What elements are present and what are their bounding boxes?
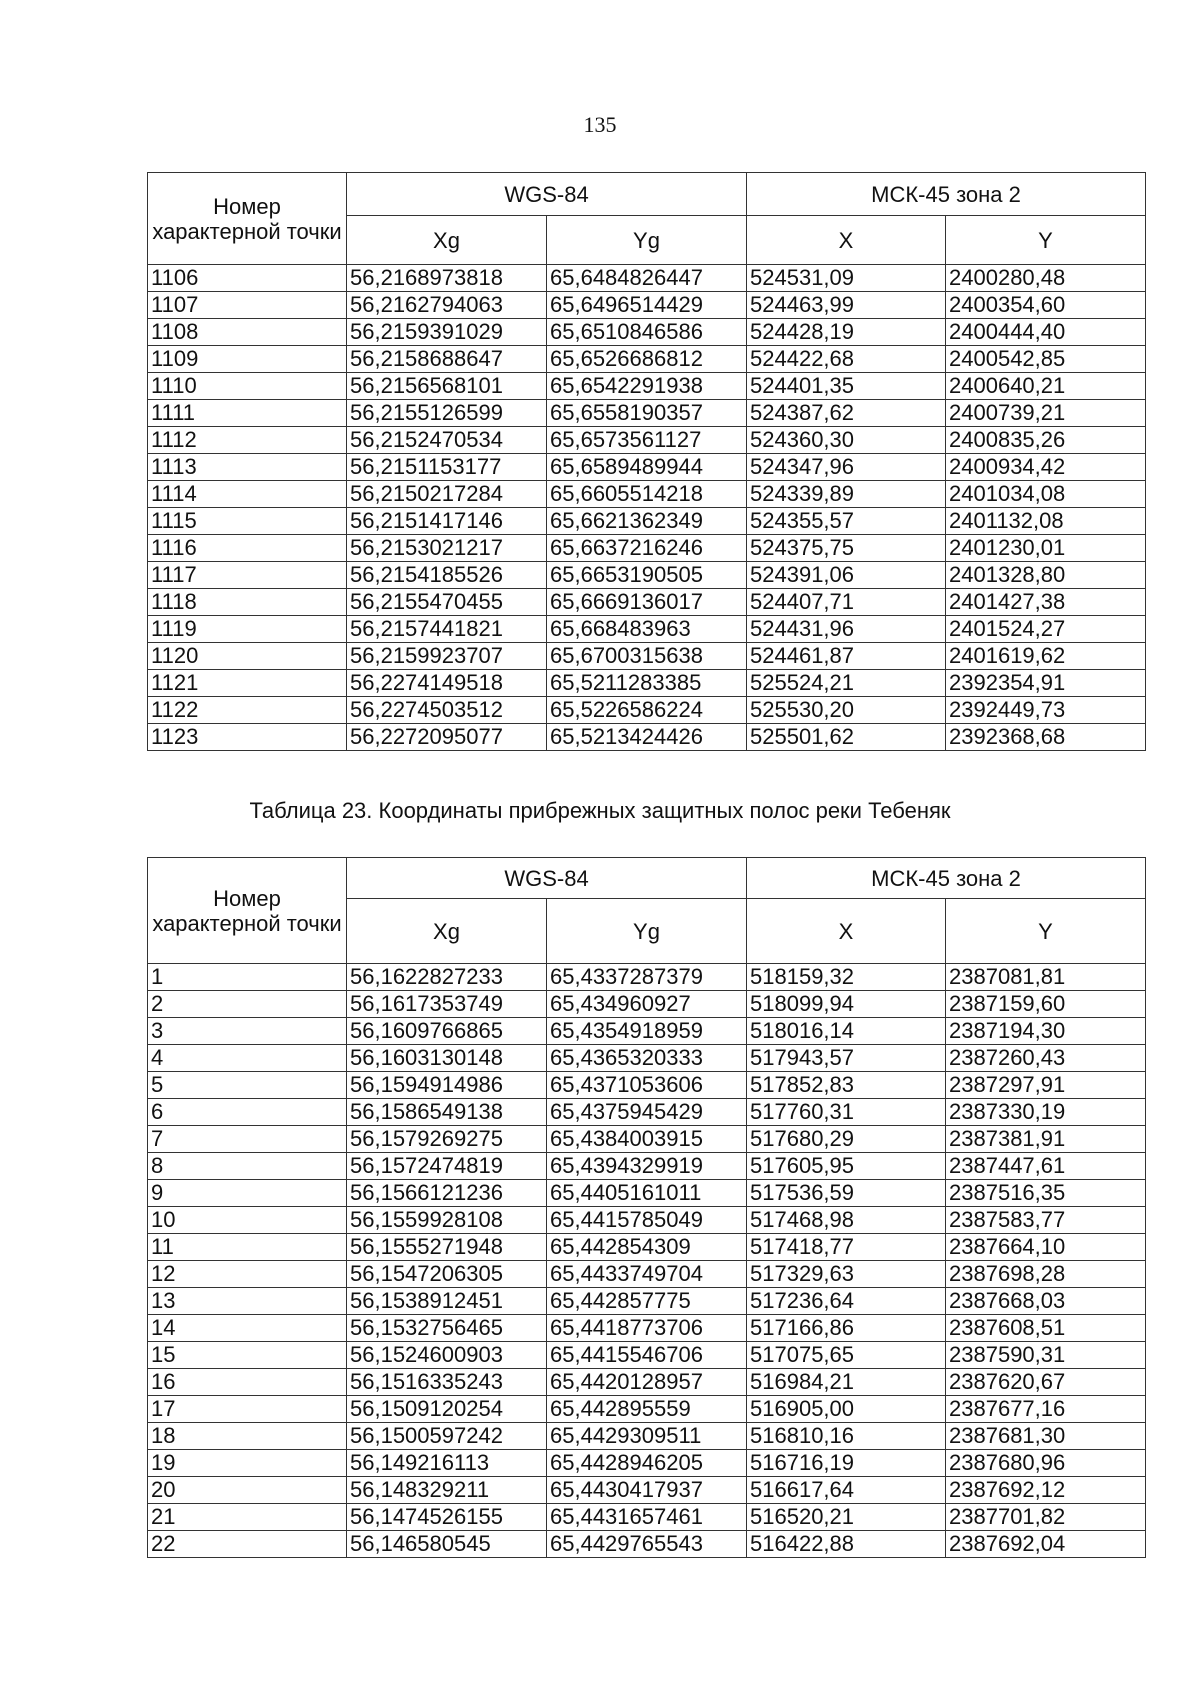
cell-yg: 65,6669136017 bbox=[547, 589, 747, 616]
cell-xg: 56,1609766865 bbox=[347, 1018, 547, 1045]
cell-xg: 56,1559928108 bbox=[347, 1207, 547, 1234]
cell-yg: 65,6589489944 bbox=[547, 454, 747, 481]
cell-xg: 56,2274503512 bbox=[347, 697, 547, 724]
cell-y: 2387698,28 bbox=[946, 1261, 1146, 1288]
table-row bbox=[148, 1288, 1146, 1315]
header-point-number: Номер характерной точки bbox=[148, 173, 347, 265]
cell-x: 517468,98 bbox=[747, 1207, 946, 1234]
cell-yg: 65,6484826447 bbox=[547, 265, 747, 292]
cell-xg: 56,2155126599 bbox=[347, 400, 547, 427]
cell-xg: 56,1622827233 bbox=[347, 964, 547, 991]
cell-x: 518159,32 bbox=[747, 964, 946, 991]
cell-xg: 56,1516335243 bbox=[347, 1369, 547, 1396]
header-xg: Xg bbox=[347, 899, 547, 964]
cell-y: 2401328,80 bbox=[946, 562, 1146, 589]
cell-y: 2400934,42 bbox=[946, 454, 1146, 481]
cell-x: 524339,89 bbox=[747, 481, 946, 508]
cell-point-number: 20 bbox=[148, 1477, 347, 1504]
cell-x: 524431,96 bbox=[747, 616, 946, 643]
cell-point-number: 1 bbox=[148, 964, 347, 991]
cell-point-number: 1108 bbox=[148, 319, 347, 346]
cell-yg: 65,6510846586 bbox=[547, 319, 747, 346]
cell-y: 2387330,19 bbox=[946, 1099, 1146, 1126]
cell-y: 2387447,61 bbox=[946, 1153, 1146, 1180]
cell-xg: 56,1555271948 bbox=[347, 1234, 547, 1261]
table-row bbox=[148, 1396, 1146, 1423]
cell-yg: 65,4405161011 bbox=[547, 1180, 747, 1207]
cell-y: 2400739,21 bbox=[946, 400, 1146, 427]
cell-y: 2387081,81 bbox=[946, 964, 1146, 991]
header-msk45: МСК-45 зона 2 bbox=[747, 173, 1146, 216]
header-wgs84: WGS-84 bbox=[347, 173, 747, 216]
table-row bbox=[148, 1315, 1146, 1342]
cell-x: 517605,95 bbox=[747, 1153, 946, 1180]
table-row bbox=[148, 589, 1146, 616]
cell-yg: 65,4433749704 bbox=[547, 1261, 747, 1288]
cell-point-number: 1106 bbox=[148, 265, 347, 292]
cell-y: 2387680,96 bbox=[946, 1450, 1146, 1477]
cell-x: 525530,20 bbox=[747, 697, 946, 724]
cell-yg: 65,6558190357 bbox=[547, 400, 747, 427]
table-row bbox=[148, 1261, 1146, 1288]
header-point-number: Номер характерной точки bbox=[148, 858, 347, 964]
cell-y: 2401230,01 bbox=[946, 535, 1146, 562]
cell-yg: 65,442895559 bbox=[547, 1396, 747, 1423]
cell-xg: 56,1579269275 bbox=[347, 1126, 547, 1153]
cell-y: 2387297,91 bbox=[946, 1072, 1146, 1099]
cell-x: 517536,59 bbox=[747, 1180, 946, 1207]
cell-point-number: 12 bbox=[148, 1261, 347, 1288]
cell-yg: 65,6653190505 bbox=[547, 562, 747, 589]
cell-point-number: 1119 bbox=[148, 616, 347, 643]
header-wgs84: WGS-84 bbox=[347, 858, 747, 899]
table-row bbox=[148, 1477, 1146, 1504]
table-row bbox=[148, 346, 1146, 373]
cell-point-number: 1123 bbox=[148, 724, 347, 751]
cell-yg: 65,5211283385 bbox=[547, 670, 747, 697]
cell-xg: 56,1532756465 bbox=[347, 1315, 547, 1342]
table-row bbox=[148, 292, 1146, 319]
table-row bbox=[148, 1234, 1146, 1261]
cell-x: 516520,21 bbox=[747, 1504, 946, 1531]
cell-x: 517329,63 bbox=[747, 1261, 946, 1288]
table-row bbox=[148, 427, 1146, 454]
cell-x: 524461,87 bbox=[747, 643, 946, 670]
cell-x: 524355,57 bbox=[747, 508, 946, 535]
cell-xg: 56,149216113 bbox=[347, 1450, 547, 1477]
table-row bbox=[148, 1045, 1146, 1072]
cell-y: 2387381,91 bbox=[946, 1126, 1146, 1153]
cell-yg: 65,4428946205 bbox=[547, 1450, 747, 1477]
cell-x: 517760,31 bbox=[747, 1099, 946, 1126]
table-row bbox=[148, 265, 1146, 292]
cell-x: 524375,75 bbox=[747, 535, 946, 562]
cell-x: 524401,35 bbox=[747, 373, 946, 400]
cell-y: 2387159,60 bbox=[946, 991, 1146, 1018]
cell-x: 524391,06 bbox=[747, 562, 946, 589]
cell-y: 2387194,30 bbox=[946, 1018, 1146, 1045]
cell-xg: 56,2168973818 bbox=[347, 265, 547, 292]
header-x: X bbox=[747, 899, 946, 964]
table-row bbox=[148, 373, 1146, 400]
table-row bbox=[148, 643, 1146, 670]
cell-y: 2387681,30 bbox=[946, 1423, 1146, 1450]
cell-point-number: 1111 bbox=[148, 400, 347, 427]
table-row bbox=[148, 1153, 1146, 1180]
table-row bbox=[148, 1450, 1146, 1477]
cell-y: 2387260,43 bbox=[946, 1045, 1146, 1072]
cell-xg: 56,2159391029 bbox=[347, 319, 547, 346]
cell-x: 525524,21 bbox=[747, 670, 946, 697]
cell-x: 516716,19 bbox=[747, 1450, 946, 1477]
cell-point-number: 1110 bbox=[148, 373, 347, 400]
cell-x: 525501,62 bbox=[747, 724, 946, 751]
cell-y: 2392449,73 bbox=[946, 697, 1146, 724]
cell-yg: 65,4375945429 bbox=[547, 1099, 747, 1126]
cell-xg: 56,146580545 bbox=[347, 1531, 547, 1558]
cell-xg: 56,1603130148 bbox=[347, 1045, 547, 1072]
header-y: Y bbox=[946, 216, 1146, 265]
cell-xg: 56,2272095077 bbox=[347, 724, 547, 751]
cell-x: 516984,21 bbox=[747, 1369, 946, 1396]
cell-x: 516905,00 bbox=[747, 1396, 946, 1423]
coordinates-table-2 bbox=[147, 857, 1146, 1558]
cell-point-number: 21 bbox=[148, 1504, 347, 1531]
cell-point-number: 1115 bbox=[148, 508, 347, 535]
cell-x: 524463,99 bbox=[747, 292, 946, 319]
cell-x: 518099,94 bbox=[747, 991, 946, 1018]
cell-y: 2387516,35 bbox=[946, 1180, 1146, 1207]
cell-y: 2401619,62 bbox=[946, 643, 1146, 670]
table-row bbox=[148, 1018, 1146, 1045]
cell-yg: 65,5226586224 bbox=[547, 697, 747, 724]
cell-yg: 65,4365320333 bbox=[547, 1045, 747, 1072]
cell-xg: 56,1566121236 bbox=[347, 1180, 547, 1207]
cell-xg: 56,1509120254 bbox=[347, 1396, 547, 1423]
table-row bbox=[148, 319, 1146, 346]
header-yg: Yg bbox=[547, 216, 747, 265]
table-row bbox=[148, 508, 1146, 535]
cell-point-number: 1107 bbox=[148, 292, 347, 319]
cell-y: 2387583,77 bbox=[946, 1207, 1146, 1234]
cell-x: 524428,19 bbox=[747, 319, 946, 346]
cell-yg: 65,442857775 bbox=[547, 1288, 747, 1315]
cell-yg: 65,6573561127 bbox=[547, 427, 747, 454]
table-row bbox=[148, 562, 1146, 589]
table-row bbox=[148, 481, 1146, 508]
cell-xg: 56,2155470455 bbox=[347, 589, 547, 616]
cell-xg: 56,1617353749 bbox=[347, 991, 547, 1018]
cell-yg: 65,4418773706 bbox=[547, 1315, 747, 1342]
cell-y: 2387692,12 bbox=[946, 1477, 1146, 1504]
cell-point-number: 1120 bbox=[148, 643, 347, 670]
cell-x: 517680,29 bbox=[747, 1126, 946, 1153]
cell-point-number: 1117 bbox=[148, 562, 347, 589]
cell-xg: 56,1538912451 bbox=[347, 1288, 547, 1315]
cell-point-number: 13 bbox=[148, 1288, 347, 1315]
cell-point-number: 16 bbox=[148, 1369, 347, 1396]
cell-yg: 65,4371053606 bbox=[547, 1072, 747, 1099]
cell-point-number: 8 bbox=[148, 1153, 347, 1180]
cell-point-number: 1118 bbox=[148, 589, 347, 616]
header-msk45: МСК-45 зона 2 bbox=[747, 858, 1146, 899]
cell-point-number: 14 bbox=[148, 1315, 347, 1342]
table-row bbox=[148, 400, 1146, 427]
cell-yg: 65,6605514218 bbox=[547, 481, 747, 508]
cell-xg: 56,2274149518 bbox=[347, 670, 547, 697]
cell-xg: 56,1586549138 bbox=[347, 1099, 547, 1126]
cell-y: 2387608,51 bbox=[946, 1315, 1146, 1342]
cell-y: 2400542,85 bbox=[946, 346, 1146, 373]
cell-yg: 65,5213424426 bbox=[547, 724, 747, 751]
cell-point-number: 11 bbox=[148, 1234, 347, 1261]
cell-x: 524360,30 bbox=[747, 427, 946, 454]
cell-yg: 65,4415785049 bbox=[547, 1207, 747, 1234]
cell-point-number: 1113 bbox=[148, 454, 347, 481]
cell-yg: 65,4420128957 bbox=[547, 1369, 747, 1396]
cell-point-number: 1116 bbox=[148, 535, 347, 562]
cell-x: 524347,96 bbox=[747, 454, 946, 481]
cell-xg: 56,2158688647 bbox=[347, 346, 547, 373]
table-row bbox=[148, 670, 1146, 697]
cell-point-number: 7 bbox=[148, 1126, 347, 1153]
cell-y: 2387692,04 bbox=[946, 1531, 1146, 1558]
cell-x: 524387,62 bbox=[747, 400, 946, 427]
cell-x: 517852,83 bbox=[747, 1072, 946, 1099]
header-x: X bbox=[747, 216, 946, 265]
cell-xg: 56,1572474819 bbox=[347, 1153, 547, 1180]
table-row bbox=[148, 697, 1146, 724]
cell-point-number: 4 bbox=[148, 1045, 347, 1072]
cell-y: 2400835,26 bbox=[946, 427, 1146, 454]
cell-xg: 56,2154185526 bbox=[347, 562, 547, 589]
cell-x: 516810,16 bbox=[747, 1423, 946, 1450]
cell-xg: 56,2157441821 bbox=[347, 616, 547, 643]
cell-point-number: 9 bbox=[148, 1180, 347, 1207]
cell-yg: 65,4337287379 bbox=[547, 964, 747, 991]
table-row bbox=[148, 1180, 1146, 1207]
cell-point-number: 3 bbox=[148, 1018, 347, 1045]
cell-xg: 56,2162794063 bbox=[347, 292, 547, 319]
table-row bbox=[148, 1369, 1146, 1396]
cell-point-number: 1121 bbox=[148, 670, 347, 697]
cell-x: 518016,14 bbox=[747, 1018, 946, 1045]
cell-y: 2400280,48 bbox=[946, 265, 1146, 292]
table-1-body bbox=[148, 265, 1146, 751]
cell-y: 2400354,60 bbox=[946, 292, 1146, 319]
cell-point-number: 1112 bbox=[148, 427, 347, 454]
cell-yg: 65,6621362349 bbox=[547, 508, 747, 535]
cell-yg: 65,4429309511 bbox=[547, 1423, 747, 1450]
cell-yg: 65,4429765543 bbox=[547, 1531, 747, 1558]
cell-yg: 65,4394329919 bbox=[547, 1153, 747, 1180]
table-row bbox=[148, 535, 1146, 562]
table-row bbox=[148, 616, 1146, 643]
cell-x: 516617,64 bbox=[747, 1477, 946, 1504]
cell-xg: 56,1500597242 bbox=[347, 1423, 547, 1450]
cell-point-number: 18 bbox=[148, 1423, 347, 1450]
cell-point-number: 10 bbox=[148, 1207, 347, 1234]
cell-point-number: 1109 bbox=[148, 346, 347, 373]
cell-x: 524531,09 bbox=[747, 265, 946, 292]
cell-x: 516422,88 bbox=[747, 1531, 946, 1558]
cell-x: 524422,68 bbox=[747, 346, 946, 373]
table-row bbox=[148, 964, 1146, 991]
table-row bbox=[148, 1504, 1146, 1531]
cell-x: 517075,65 bbox=[747, 1342, 946, 1369]
cell-yg: 65,6496514429 bbox=[547, 292, 747, 319]
table-row bbox=[148, 1072, 1146, 1099]
cell-y: 2401132,08 bbox=[946, 508, 1146, 535]
table-row bbox=[148, 454, 1146, 481]
cell-xg: 56,1547206305 bbox=[347, 1261, 547, 1288]
header-y: Y bbox=[946, 899, 1146, 964]
cell-yg: 65,6637216246 bbox=[547, 535, 747, 562]
coordinates-table-1 bbox=[147, 172, 1146, 751]
cell-yg: 65,6542291938 bbox=[547, 373, 747, 400]
cell-x: 517943,57 bbox=[747, 1045, 946, 1072]
cell-point-number: 6 bbox=[148, 1099, 347, 1126]
cell-yg: 65,6700315638 bbox=[547, 643, 747, 670]
header-yg: Yg bbox=[547, 899, 747, 964]
cell-xg: 56,2153021217 bbox=[347, 535, 547, 562]
cell-y: 2387677,16 bbox=[946, 1396, 1146, 1423]
cell-xg: 56,148329211 bbox=[347, 1477, 547, 1504]
cell-point-number: 15 bbox=[148, 1342, 347, 1369]
cell-point-number: 1114 bbox=[148, 481, 347, 508]
cell-point-number: 19 bbox=[148, 1450, 347, 1477]
cell-xg: 56,1524600903 bbox=[347, 1342, 547, 1369]
cell-y: 2401427,38 bbox=[946, 589, 1146, 616]
cell-x: 517236,64 bbox=[747, 1288, 946, 1315]
table-row bbox=[148, 991, 1146, 1018]
table-caption: Таблица 23. Координаты прибрежных защитных полос реки Тебеняк bbox=[249, 798, 951, 823]
cell-y: 2387701,82 bbox=[946, 1504, 1146, 1531]
cell-y: 2400444,40 bbox=[946, 319, 1146, 346]
cell-y: 2401524,27 bbox=[946, 616, 1146, 643]
table-row bbox=[148, 1342, 1146, 1369]
cell-yg: 65,4431657461 bbox=[547, 1504, 747, 1531]
table-2-body bbox=[148, 964, 1146, 1558]
cell-y: 2392368,68 bbox=[946, 724, 1146, 751]
cell-y: 2387590,31 bbox=[946, 1342, 1146, 1369]
cell-y: 2387668,03 bbox=[946, 1288, 1146, 1315]
cell-yg: 65,434960927 bbox=[547, 991, 747, 1018]
cell-y: 2392354,91 bbox=[946, 670, 1146, 697]
cell-yg: 65,4415546706 bbox=[547, 1342, 747, 1369]
table-row bbox=[148, 1207, 1146, 1234]
cell-point-number: 22 bbox=[148, 1531, 347, 1558]
cell-xg: 56,2156568101 bbox=[347, 373, 547, 400]
cell-yg: 65,4354918959 bbox=[547, 1018, 747, 1045]
header-xg: Xg bbox=[347, 216, 547, 265]
cell-x: 517418,77 bbox=[747, 1234, 946, 1261]
cell-xg: 56,2152470534 bbox=[347, 427, 547, 454]
cell-x: 517166,86 bbox=[747, 1315, 946, 1342]
cell-xg: 56,2151417146 bbox=[347, 508, 547, 535]
cell-yg: 65,4430417937 bbox=[547, 1477, 747, 1504]
table-row bbox=[148, 1099, 1146, 1126]
cell-xg: 56,1594914986 bbox=[347, 1072, 547, 1099]
cell-y: 2400640,21 bbox=[946, 373, 1146, 400]
cell-yg: 65,442854309 bbox=[547, 1234, 747, 1261]
table-row bbox=[148, 1531, 1146, 1558]
cell-point-number: 17 bbox=[148, 1396, 347, 1423]
table-row bbox=[148, 1423, 1146, 1450]
cell-yg: 65,668483963 bbox=[547, 616, 747, 643]
page-number: 135 bbox=[583, 112, 617, 137]
cell-y: 2401034,08 bbox=[946, 481, 1146, 508]
cell-x: 524407,71 bbox=[747, 589, 946, 616]
table-row bbox=[148, 1126, 1146, 1153]
cell-yg: 65,4384003915 bbox=[547, 1126, 747, 1153]
cell-xg: 56,2151153177 bbox=[347, 454, 547, 481]
cell-xg: 56,2159923707 bbox=[347, 643, 547, 670]
cell-xg: 56,2150217284 bbox=[347, 481, 547, 508]
cell-xg: 56,1474526155 bbox=[347, 1504, 547, 1531]
cell-point-number: 5 bbox=[148, 1072, 347, 1099]
cell-point-number: 1122 bbox=[148, 697, 347, 724]
cell-point-number: 2 bbox=[148, 991, 347, 1018]
cell-yg: 65,6526686812 bbox=[547, 346, 747, 373]
cell-y: 2387620,67 bbox=[946, 1369, 1146, 1396]
table-row bbox=[148, 724, 1146, 751]
cell-y: 2387664,10 bbox=[946, 1234, 1146, 1261]
